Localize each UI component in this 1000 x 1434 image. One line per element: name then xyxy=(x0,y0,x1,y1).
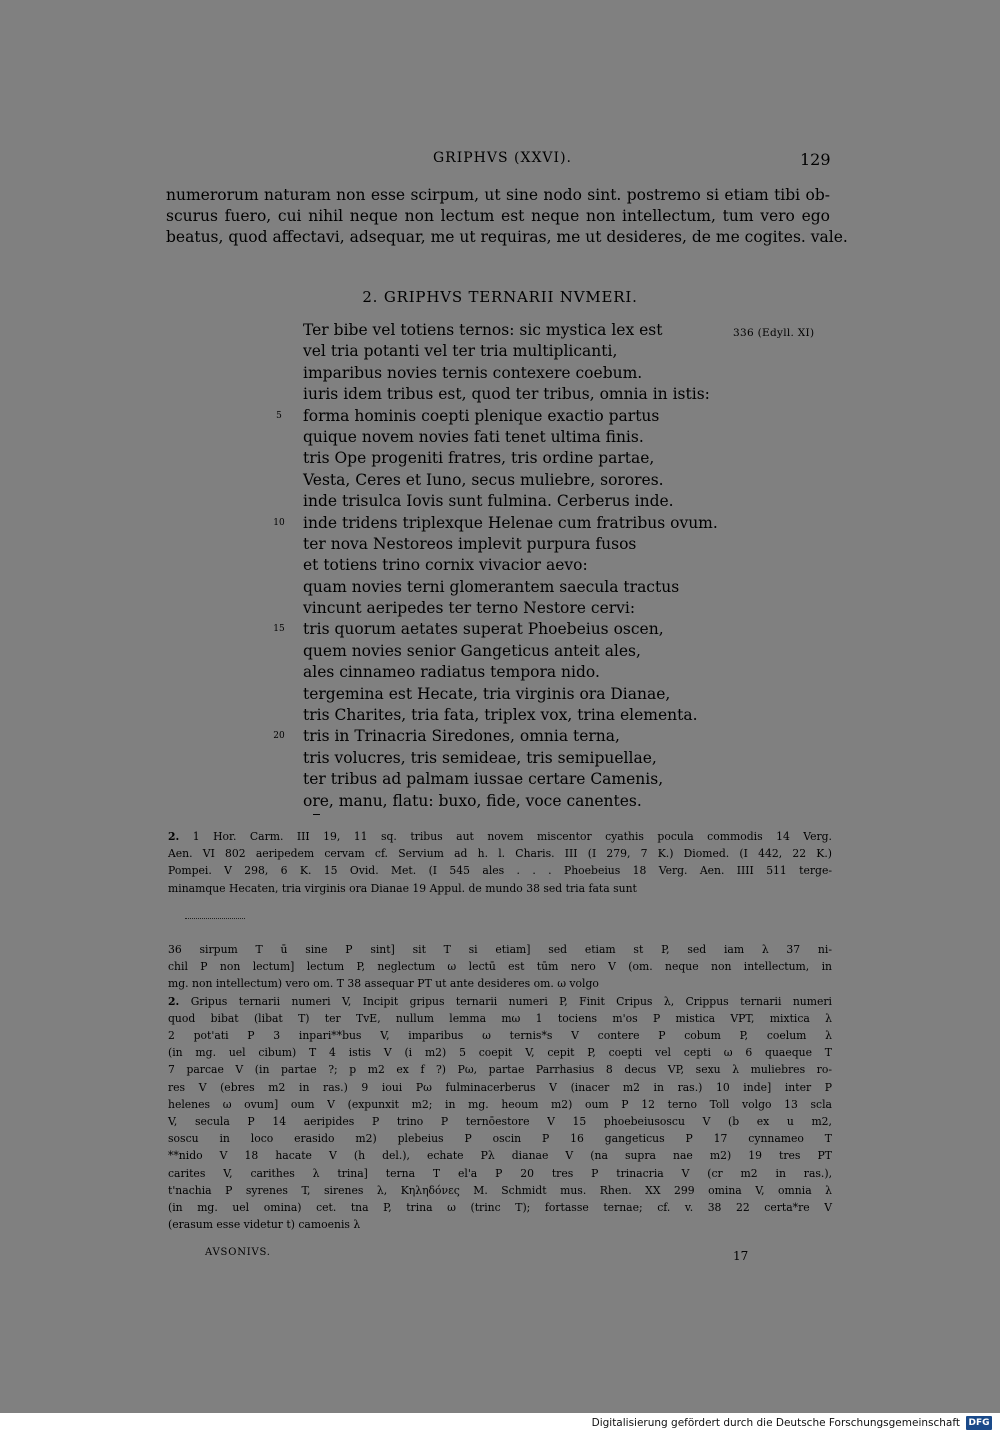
note-text: quod bibat (libat T) ter TvE, nullum lemma mω 1 tociens m'os P mistica VPT, mixtica λ xyxy=(168,1011,832,1025)
apparatus-line xyxy=(168,1216,832,1233)
verse-text: tergemina est Hecate, tria virginis ora Dianae, xyxy=(303,684,671,703)
apparatus-line xyxy=(168,993,832,1010)
notes-divider xyxy=(185,918,245,919)
prose-line: numerorum naturam non esse scirpum, ut sine nodo sint. postremo si etiam tibi ob- xyxy=(166,186,830,204)
source-note-line xyxy=(168,862,832,879)
verse-text: ore, manu, flatu: buxo, fide, voce canentes. xyxy=(303,791,642,810)
verse-line xyxy=(303,705,763,726)
apparatus-line xyxy=(168,1130,832,1147)
apparatus-line xyxy=(168,1027,832,1044)
verse-line xyxy=(303,534,763,555)
verse-text: inde trisulca Iovis sunt fulmina. Cerberus inde. xyxy=(303,492,674,511)
verse-line xyxy=(303,791,763,812)
verse-line xyxy=(303,555,763,576)
verse-number: 5 xyxy=(276,410,282,421)
note-text: chil P non lectum] lectum P, neglectum ω lectū est tūm nero V (om. neque non intellectum, in xyxy=(168,960,832,974)
verse-line xyxy=(303,662,763,683)
verse-line xyxy=(303,384,763,405)
verse-text: ter nova Nestoreos implevit purpura fusos xyxy=(303,534,637,553)
source-note-line xyxy=(168,845,832,862)
side-reference: 336 (Edyll. XI) xyxy=(733,327,815,339)
verse-line xyxy=(303,448,763,469)
verse-number: 10 xyxy=(273,517,285,528)
apparatus-line xyxy=(168,941,832,958)
verse-text: iuris idem tribus est, quod ter tribus, omnia in istis: xyxy=(303,385,710,404)
verse-text: tris Charites, tria fata, triplex vox, trina elementa. xyxy=(303,706,698,725)
verse-text: tris in Trinacria Siredones, omnia terna, xyxy=(303,727,620,746)
note-text: helenes ω ovum] oum V (expunxit m2; in mg. heoum m2) oum P 12 terno Toll volgo 13 scla xyxy=(168,1097,832,1111)
section-title: 2. GRIPHVS TERNARII NVMERI. xyxy=(362,288,638,306)
note-text: 36 sirpum T ū sine P sint] sit T si etiam] sed etiam st P, sed iam λ 37 ni- xyxy=(168,943,832,956)
note-text: Aen. VI 802 aeripedem cervam cf. Servium ad h. l. Charis. III (I 279, 7 K.) Diomed. (I 442, 22 K.) xyxy=(168,847,832,861)
verse-text: et totiens trino cornix vivacior aevo: xyxy=(303,556,588,575)
apparatus-line xyxy=(168,1165,832,1182)
verse-line xyxy=(303,320,763,341)
note-text: 7 parcae V (in partae ?; p m2 ex f ?) Pω, partae Parrhasius 8 decus VP, sexu λ muliebres ro- xyxy=(168,1063,832,1077)
verse-line xyxy=(303,769,763,790)
verse-text: ter tribus ad palmam iussae certare Camenis, xyxy=(303,770,664,789)
verse-line xyxy=(303,641,763,662)
prose-paragraph xyxy=(166,185,848,248)
verse-line xyxy=(273,726,763,747)
apparatus-line xyxy=(168,1079,832,1096)
note-text: V, secula P 14 aeripides P trino P ternōestore V 15 phoebeiusoscu V (b ex u m2, xyxy=(168,1115,832,1129)
verse-line xyxy=(303,341,763,362)
apparatus-line xyxy=(168,1044,832,1061)
note-text: soscu in loco erasido m2) plebeius P oscin P 16 gangeticus P 17 cynnameo T xyxy=(168,1132,832,1146)
note-text: Pompei. V 298, 6 K. 15 Ovid. Met. (I 545 ales . . . Phoebeius 18 Verg. Aen. IIII 511 terge- xyxy=(168,864,832,878)
verse-line xyxy=(303,427,763,448)
note-text: res V (ebres m2 in ras.) 9 ioui Pω fulminacerberus V (inacer m2 in ras.) 10 inde] inter P xyxy=(168,1080,832,1094)
note-text: carites V, carithes λ trina] terna T el'a P 20 tres P trinacria V (cr m2 in ras.), xyxy=(168,1166,832,1180)
note-text: Gripus ternarii numeri V, Incipit gripus ternarii numeri P, Finit Cripus λ, Crippus ternarii numeri xyxy=(190,994,833,1008)
verse-line xyxy=(303,491,763,512)
note-lead: 2. xyxy=(168,830,180,843)
verse-text: vel tria potanti vel ter tria multiplicanti, xyxy=(303,342,618,361)
apparatus-line xyxy=(168,1199,832,1216)
verse-text: quem novies senior Gangeticus anteit ales, xyxy=(303,641,641,660)
verse-end-rule xyxy=(313,814,320,815)
signature-number: 17 xyxy=(733,1249,749,1263)
note-lead: 2. xyxy=(168,994,180,1008)
verse-line xyxy=(303,363,763,384)
note-text: (in mg. uel cibum) T 4 istis V (i m2) 5 coepit V, cepit P, coepti vel cepti ω 6 quaeque T xyxy=(168,1046,832,1060)
note-text: t'nachia P syrenes T, sirenes λ, Κηληδόνες M. Schmidt mus. Rhen. XX 299 omina V, omnia λ xyxy=(168,1183,832,1197)
critical-apparatus xyxy=(168,941,832,1233)
dfg-logo-icon: DFG xyxy=(966,1416,992,1430)
apparatus-line xyxy=(168,958,832,975)
apparatus-line xyxy=(168,1113,832,1130)
note-text: 1 Hor. Carm. III 19, 11 sq. tribus aut novem miscentor cyathis pocula commodis 14 Verg. xyxy=(192,830,832,843)
note-text: (erasum esse videtur t) camoenis λ xyxy=(168,1218,361,1232)
verse-line xyxy=(273,513,763,534)
note-text: 2 pot'ati P 3 inpari**bus V, imparibus ω ternis*s V contere P cobum P, coelum λ xyxy=(168,1029,832,1043)
note-text: (in mg. uel omina) cet. tna P, trina ω (trinc T); fortasse ternae; cf. v. 38 22 certa*re V xyxy=(168,1201,832,1215)
verse-text: Vesta, Ceres et Iuno, secus muliebre, sorores. xyxy=(303,470,664,489)
verse-text: quique novem novies fati tenet ultima finis. xyxy=(303,427,644,446)
note-text: minamque Hecaten, tria virginis ora Dianae 19 Appul. de mundo 38 sed tria fata sunt xyxy=(168,881,637,895)
note-text: **nido V 18 hacate V (h del.), echate Pλ dianae V (na supra nae m2) 19 tres PT xyxy=(168,1149,832,1163)
apparatus-line xyxy=(168,1096,832,1113)
apparatus-line xyxy=(168,1147,832,1164)
verse-text: tris quorum aetates superat Phoebeius oscen, xyxy=(303,620,664,639)
verse-text: quam novies terni glomerantem saecula tractus xyxy=(303,577,680,596)
verse-text: Ter bibe vel totiens ternos: sic mystica lex est xyxy=(303,321,663,339)
source-notes xyxy=(168,828,832,897)
running-header-title: GRIPHVS (XXVI). xyxy=(433,150,572,166)
verse-text: forma hominis coepti plenique exactio partus xyxy=(303,406,660,425)
source-note-line xyxy=(168,880,832,897)
verse-number: 20 xyxy=(273,731,285,742)
source-note-line xyxy=(168,828,832,845)
apparatus-line xyxy=(168,1010,832,1027)
verse-line xyxy=(303,598,763,619)
verse-line xyxy=(303,684,763,705)
verse-text: imparibus novies ternis contexere coebum. xyxy=(303,363,643,382)
apparatus-line xyxy=(168,1182,832,1199)
verse-line xyxy=(303,577,763,598)
verse-line xyxy=(273,619,763,640)
verse-text: vincunt aeripedes ter terno Nestore cervi: xyxy=(303,599,636,618)
verse-line xyxy=(303,748,763,769)
poem xyxy=(273,320,763,812)
apparatus-line xyxy=(168,975,832,992)
page-number: 129 xyxy=(800,150,831,169)
verse-line xyxy=(276,406,763,427)
digitization-notice: Digitalisierung gefördert durch die Deutsche Forschungsgemeinschaft xyxy=(591,1417,960,1429)
verse-text: tris Ope progeniti fratres, tris ordine partae, xyxy=(303,449,655,468)
prose-line: beatus, quod affectavi, adsequar, me ut requiras, me ut desideres, de me cogites. vale. xyxy=(166,228,848,246)
verse-line xyxy=(303,470,763,491)
verse-text: inde tridens triplexque Helenae cum fratribus ovum. xyxy=(303,513,718,532)
verse-number: 15 xyxy=(273,624,285,635)
apparatus-line xyxy=(168,1061,832,1078)
footer-author: AVSONIVS. xyxy=(205,1247,271,1258)
verse-text: ales cinnameo radiatus tempora nido. xyxy=(303,663,600,682)
prose-line: scurus fuero, cui nihil neque non lectum est neque non intellectum, tum vero ego xyxy=(166,207,830,225)
note-text: mg. non intellectum) vero om. T 38 assequar PT ut ante desideres om. ω volgo xyxy=(168,977,599,991)
verse-text: tris volucres, tris semideae, tris semipuellae, xyxy=(303,748,657,767)
